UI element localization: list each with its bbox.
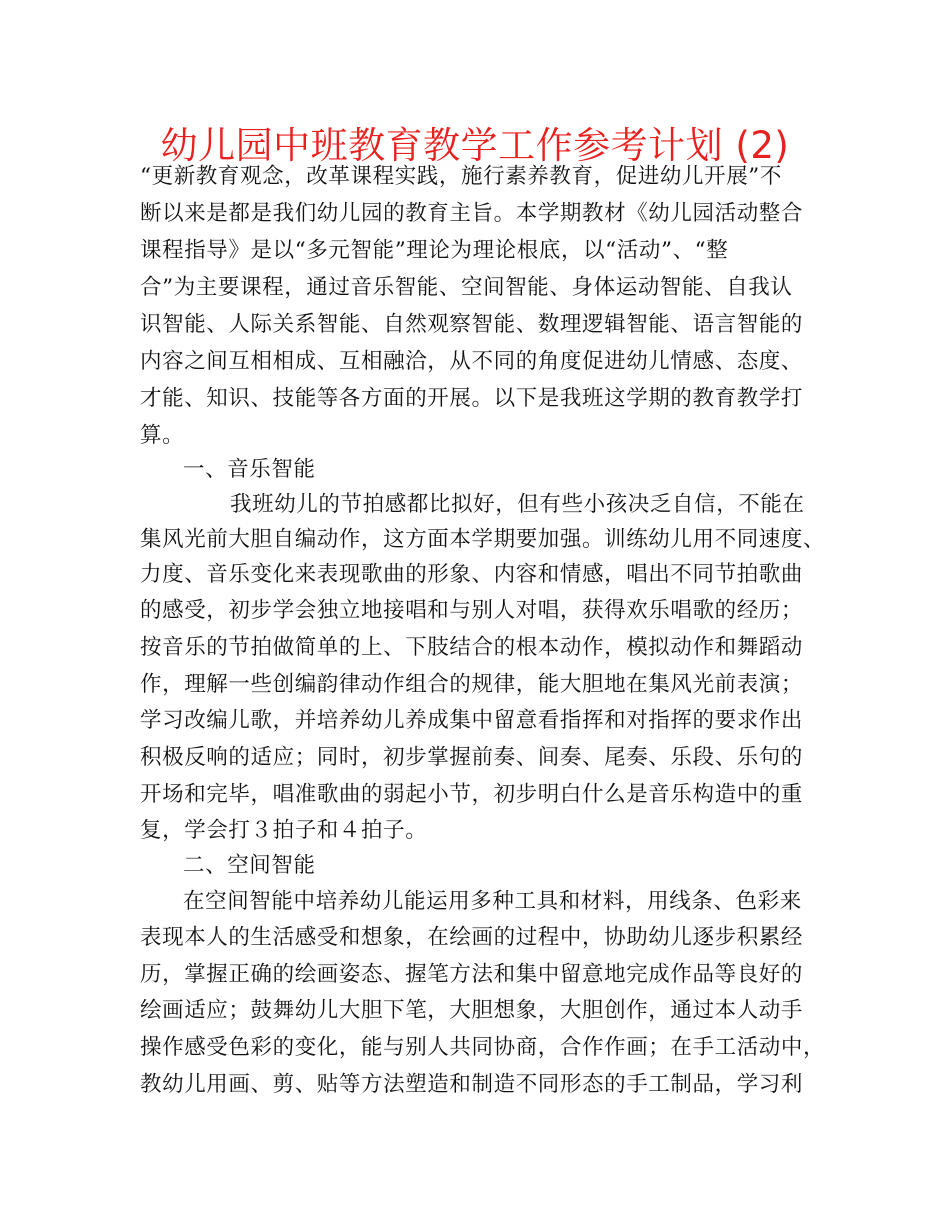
paragraph-line: 算。 <box>140 423 185 448</box>
section-heading-space: 二、空间智能 <box>183 853 316 878</box>
paragraph-line: 绘画适应；鼓舞幼儿大胆下笔，大胆想象，大胆创作，通过本人动手 <box>140 998 804 1023</box>
paragraph-line: 积极反响的适应；同时，初步掌握前奏、间奏、尾奏、乐段、乐句的 <box>140 745 804 770</box>
paragraph-line: 作，理解一些创编韵律动作组合的规律，能大胆地在集风光前表演； <box>140 672 804 697</box>
paragraph-line: 在空间智能中培养幼儿能运用多种工具和材料，用线条、色彩来 <box>183 889 802 914</box>
paragraph-line: 课程指导》是以“多元智能”理论为理论根底，以“活动”、“整 <box>140 238 729 263</box>
paragraph-line: 的感受，初步学会独立地接唱和与别人对唱，获得欢乐唱歌的经历； <box>140 598 804 623</box>
paragraph-line: “更新教育观念，改革课程实践，施行素养教育，促进幼儿开展”不 <box>140 164 782 189</box>
paragraph-line: 内容之间互相相成、互相融洽，从不同的角度促进幼儿情感、态度、 <box>140 349 804 374</box>
paragraph-line: 合”为主要课程，通过音乐智能、空间智能、身体运动智能、自我认 <box>140 275 793 300</box>
paragraph-line: 开场和完毕，唱准歌曲的弱起小节，初步明白什么是音乐构造中的重 <box>140 782 804 807</box>
paragraph-line: 力度、音乐变化来表现歌曲的形象、内容和情感，唱出不同节拍歌曲 <box>140 562 804 587</box>
paragraph-line: 学习改编儿歌，并培养幼儿养成集中留意看指挥和对指挥的要求作出 <box>140 708 804 733</box>
paragraph-line: 才能、知识、技能等各方面的开展。以下是我班这学期的教育教学打 <box>140 386 804 411</box>
paragraph-line: 按音乐的节拍做简单的上、下肢结合的根本动作，模拟动作和舞蹈动 <box>140 635 804 660</box>
paragraph-line: 识智能、人际关系智能、自然观察智能、数理逻辑智能、语言智能的 <box>140 312 804 337</box>
paragraph-line: 断以来是都是我们幼儿园的教育主旨。本学期教材《幼儿园活动整合 <box>140 201 804 226</box>
paragraph-line: 操作感受色彩的变化，能与别人共同协商，合作作画；在手工活动中， <box>140 1035 826 1060</box>
section-heading-music: 一、音乐智能 <box>183 457 316 482</box>
paragraph-line: 我班幼儿的节拍感都比拟好，但有些小孩决乏自信，不能在 <box>230 492 805 517</box>
paragraph-line: 集风光前大胆自编动作，这方面本学期要加强。训练幼儿用不同速度、 <box>140 527 826 552</box>
paragraph-line: 教幼儿用画、剪、贴等方法塑造和制造不同形态的手工制品，学习利 <box>140 1072 804 1097</box>
document-title: 幼儿园中班教育教学工作参考计划 (2) <box>160 124 790 167</box>
paragraph-line: 历，掌握正确的绘画姿态、握笔方法和集中留意地完成作品等良好的 <box>140 962 804 987</box>
paragraph-line: 表现本人的生活感受和想象，在绘画的过程中，协助幼儿逐步积累经 <box>140 925 804 950</box>
paragraph-line: 复，学会打３拍子和４拍子。 <box>140 818 428 843</box>
